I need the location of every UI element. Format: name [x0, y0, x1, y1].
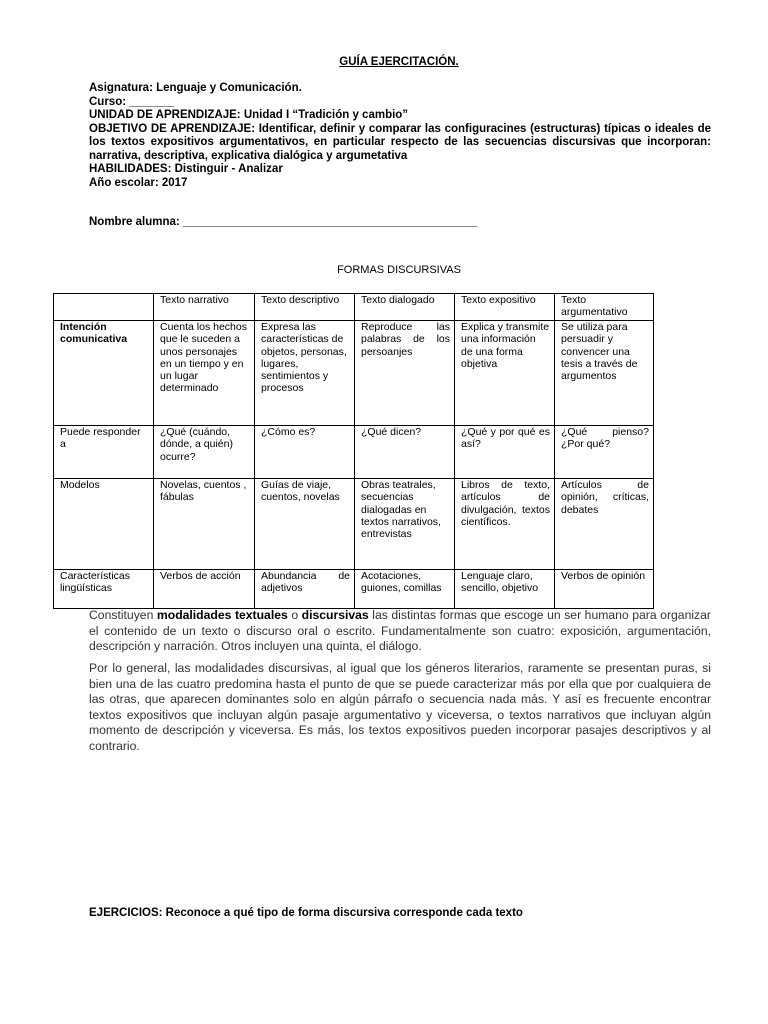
table-cell: Libros de texto, artículos de divulgación, textos científicos. [455, 479, 555, 570]
table-cell: Se utiliza para persuadir y convencer una tesis a través de argumentos [555, 321, 654, 426]
column-header: Texto narrativo [154, 294, 255, 321]
paragraph-mixing: Por lo general, las modalidades discursivas, al igual que los géneros literarios, raramente se presentan puras, si bien una de las cuatro predomina hasta el punto de que se puede caracterizar más por ella que por cualquiera de las otras, que aparecen dominantes solo en algún párrafo o secuencia nada más. Y así es frecuente encontrar textos expositivos que incluyan algún pasaje argumentativo y viceversa, o textos narrativos que incluyan algún momento de descripción y viceversa. Es más, los textos expositivos pueden incorporar pasajes descriptivos y al contrario. [89, 661, 711, 753]
row-label: Modelos [54, 479, 154, 570]
table-cell: ¿Cómo es? [255, 426, 355, 479]
corner-cell [54, 294, 154, 321]
table-cell: Acotaciones, guiones, comillas [355, 570, 455, 609]
table-cell: Artículos de opinión, críticas, debates [555, 479, 654, 570]
row-label: Puede responder a [54, 426, 154, 479]
discourse-forms-table [53, 293, 654, 609]
exercises-heading: EJERCICIOS: Reconoce a qué tipo de forma discursiva corresponde cada texto [89, 907, 523, 919]
row-label: Intención comunicativa [54, 321, 154, 426]
table-cell: Reproduce las palabras de los persoanjes [355, 321, 455, 426]
paragraph-modalities [89, 608, 711, 655]
bold-term: modalidades textuales [156, 608, 288, 622]
paragraph-text: o [287, 608, 302, 622]
table-header-row [54, 294, 654, 321]
page-title: GUÍA EJERCITACIÓN. [339, 56, 459, 68]
table-row [54, 479, 654, 570]
table-cell: Cuenta los hechos que le suceden a unos personajes en un tiempo y en un lugar determinado [154, 321, 255, 426]
column-header: Texto dialogado [355, 294, 455, 321]
table-cell: ¿Qué y por qué es así? [455, 426, 555, 479]
table-row [54, 426, 654, 479]
table-cell: Obras teatrales, secuencias dialogadas en textos narrativos, entrevistas [355, 479, 455, 570]
table-row [54, 570, 654, 609]
table-cell: ¿Qué dicen? [355, 426, 455, 479]
column-header: Texto argumentativo [555, 294, 654, 321]
subject-line: Asignatura: Lenguaje y Comunicación. [89, 82, 302, 94]
table-cell: Abundancia de adjetivos [255, 570, 355, 609]
column-header: Texto descriptivo [255, 294, 355, 321]
skills-line: HABILIDADES: Distinguir - Analizar [89, 163, 283, 175]
bold-term: discursivas [301, 608, 369, 622]
unit-line: UNIDAD DE APRENDIZAJE: Unidad I “Tradición y cambio” [89, 109, 409, 121]
paragraph-text: Constituyen [89, 608, 157, 622]
paragraph-text: las distintas formas que escoge un ser humano para organizar el contenido de un texto o discurso oral o escrito. Fundamentalmente son cuatro: exposición, argumentación, descripción y narración. Otros incluyen una quinta, el diálogo. [89, 608, 711, 653]
table-cell: Lenguaje claro, sencillo, objetivo [455, 570, 555, 609]
table-cell: ¿Qué (cuándo, dónde, a quién) ocurre? [154, 426, 255, 479]
table-cell: Guías de viaje, cuentos, novelas [255, 479, 355, 570]
course-line: Curso: _______ [89, 95, 175, 108]
row-label: Características lingüísticas [54, 570, 154, 609]
year-line: Año escolar: 2017 [89, 176, 188, 189]
table-cell: Novelas, cuentos , fábulas [154, 479, 255, 570]
table-cell: Explica y transmite una información de una forma objetiva [455, 321, 555, 426]
table-cell: Expresa las características de objetos, personas, lugares, sentimientos y procesos [255, 321, 355, 426]
table-cell: Verbos de opinión [555, 570, 654, 609]
student-name-field: Nombre alumna: ______________________________________________ [89, 216, 478, 228]
table-cell: ¿Qué pienso? ¿Por qué? [555, 426, 654, 479]
column-header: Texto expositivo [455, 294, 555, 321]
table-title: FORMAS DISCURSIVAS [337, 264, 461, 276]
table-row [54, 321, 654, 426]
table-cell: Verbos de acción [154, 570, 255, 609]
objective-line: OBJETIVO DE APRENDIZAJE: Identificar, definir y comparar las configuracines (estructuras) típicas o ideales de los textos expositivos argumentativos, en particular respecto de las secuencias discursivas que incorporan: narrativa, descriptiva, explicativa dialógica y argumetativa [89, 122, 711, 162]
header-info [89, 82, 711, 190]
